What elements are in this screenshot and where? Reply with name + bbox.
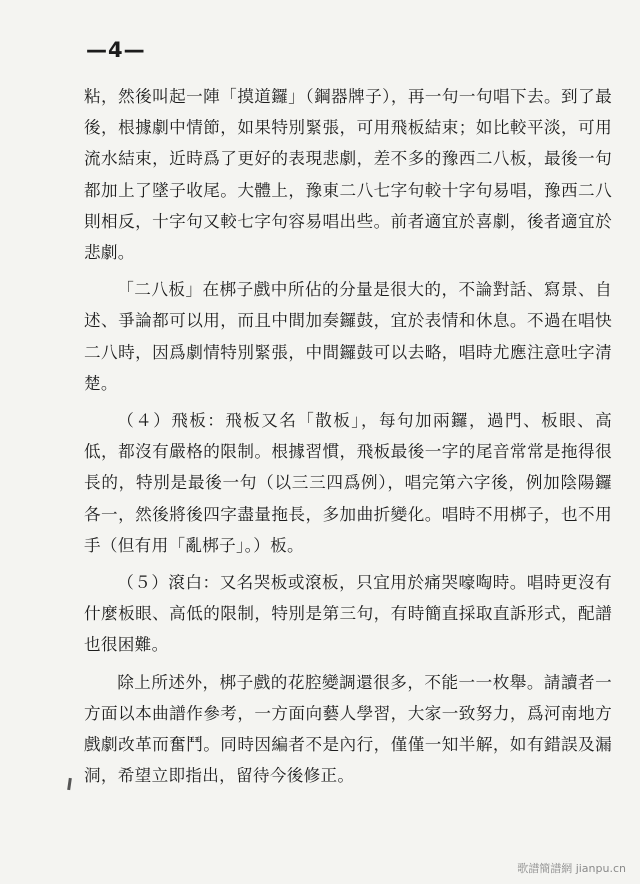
paragraph-gun-bai: （５）滾白：又名哭板或滾板，只宜用於痛哭嚎啕時。唱時更沒有什麼板眼、高低的限制，特別是第三句，有時簡直採取直訴形式，配譜也很困難。 [84, 573, 612, 655]
watermark-text: 歌譜簡譜網 jianpu.cn [517, 862, 626, 875]
paragraph-fei-ban: （４）飛板：飛板又名「散板」，每句加兩鑼，過門、板眼、高低，都沒有嚴格的限制。根據習慣，飛板最後一字的尾音常常是拖得很長的，特別是最後一句（以三三四爲例），唱完第六字後，例加陰陽鑼各一，然後將後四字盡量拖長，多加曲折變化。唱時不用梆子，也不用手（但有用「亂梆子」。）板。 [84, 411, 612, 555]
paragraph-erba-ban: 「二八板」在梆子戲中所佔的分量是很大的，不論對話、寫景、自述、爭論都可以用，而且中間加奏鑼鼓，宜於表情和休息。不過在唱快二八時，因爲劇情特別緊張，中間鑼鼓可以去略，唱時尤應注意吐字清楚。 [84, 280, 612, 393]
paragraph-continuation: 粘，然後叫起一陣「摸道鑼」（鋼器牌子），再一句一句唱下去。到了最後，根據劇中情節，如果特別緊張，可用飛板結束；如比較平淡，可用流水結束，近時爲了更好的表現悲劇，差不多的豫西二八板，最後一句都加上了墜子收尾。大體上，豫東二八七字句較十字句易唱，豫西二八則相反，十字句又較七字句容易唱出些。前者適宜於喜劇，後者適宜於悲劇。 [84, 87, 612, 263]
scan-mark [67, 778, 72, 790]
body-text [84, 81, 612, 791]
paragraph-conclusion: 除上所述外，梆子戲的花腔變調還很多，不能一一枚舉。請讀者一方面以本曲譜作參考，一方面向藝人學習，大家一致努力，爲河南地方戲劇改革而奮鬥。同時因編者不是內行，僅僅一知半解，如有錯誤及漏洞，希望立即指出，留待今後修正。 [84, 672, 612, 786]
page-number: —4— [86, 38, 146, 62]
